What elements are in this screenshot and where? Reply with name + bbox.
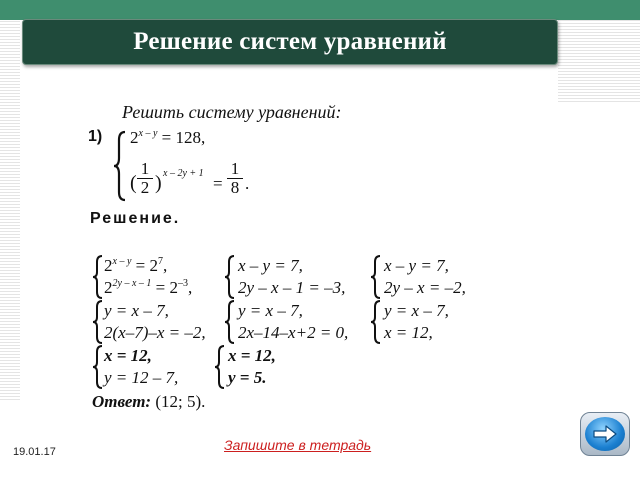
b1-c2-line1: x – y = 7, <box>238 256 303 275</box>
b1-c1-l2-base: 2 <box>104 278 113 297</box>
slide-date: 19.01.17 <box>13 446 56 458</box>
task-eq2-exp: x – 2y + 1 <box>163 168 204 179</box>
task-eq1-rhs: = 128, <box>161 128 206 147</box>
task-eq1-exp: x – y <box>138 128 158 139</box>
task-eq2-end: . <box>245 174 250 193</box>
block2-brace-1 <box>92 299 104 345</box>
block3-brace-1 <box>92 344 104 390</box>
task-eq2-lparen: ( <box>130 172 137 194</box>
task-number: 1) <box>88 128 103 145</box>
task-eq2-rhs-frac <box>227 160 243 197</box>
task-brace <box>113 130 127 202</box>
b3-c2-line2: y = 5. <box>228 368 267 387</box>
task-eq2-frac-den: 2 <box>140 178 150 197</box>
top-band <box>0 0 640 20</box>
slide-title: Решение систем уравнений <box>133 28 447 55</box>
right-decor-stripe <box>558 20 640 102</box>
b1-c1-l1-base: 2 <box>104 256 113 275</box>
title-bar <box>22 19 558 65</box>
task-eq2-rhs-num: 1 <box>227 160 243 179</box>
b1-c1-l2-end: , <box>187 278 193 297</box>
b3-c1-line2: y = 12 – 7, <box>104 368 179 387</box>
b1-c1-line1 <box>104 256 167 276</box>
b2-c3-line1: y = x – 7, <box>384 301 449 320</box>
task-heading: Решить систему уравнений: <box>122 102 342 122</box>
answer-label: Ответ: <box>92 392 152 411</box>
b1-c3-line2: 2y – x = –2, <box>384 278 466 297</box>
b2-c1-line1: y = x – 7, <box>104 301 169 320</box>
task-eq2-rparen: ) <box>155 172 162 194</box>
b1-c1-l2-mid: = 2 <box>155 278 178 297</box>
block2-brace-3 <box>370 299 382 345</box>
task-eq2-eq: = <box>213 174 223 193</box>
note-link[interactable]: Запишите в тетрадь <box>224 437 372 453</box>
left-decor-stripe <box>0 20 20 400</box>
task-eq2-rhs-den: 8 <box>230 178 240 197</box>
b1-c1-l1-exp2: 7 <box>157 256 163 267</box>
b3-c2-line1: x = 12, <box>228 346 276 365</box>
answer-line <box>92 392 205 412</box>
b2-c2-line1: y = x – 7, <box>238 301 303 320</box>
b1-c1-l2-exp: 2y – x – 1 <box>112 278 152 289</box>
task-eq2-frac <box>137 160 153 197</box>
block2-brace-2 <box>224 299 236 345</box>
block1-brace-3 <box>370 254 382 300</box>
task-eq2-frac-num: 1 <box>137 160 153 179</box>
b1-c1-l2-exp2: –3 <box>177 278 188 289</box>
b2-c3-line2: x = 12, <box>384 323 433 342</box>
b2-c2-line2: 2x–14–x+2 = 0, <box>238 323 349 342</box>
b1-c1-l1-exp: x – y <box>112 256 132 267</box>
b1-c1-l1-end: , <box>162 256 168 275</box>
b1-c1-l1-mid: = 2 <box>135 256 158 275</box>
arrow-right-icon <box>585 417 625 451</box>
b1-c1-line2 <box>104 278 192 298</box>
next-slide-button[interactable] <box>580 412 630 456</box>
b2-c1-line2: 2(x–7)–x = –2, <box>104 323 206 342</box>
b1-c2-line2: 2y – x – 1 = –3, <box>238 278 346 297</box>
solution-heading: Решение. <box>90 210 181 227</box>
math-content <box>88 98 518 418</box>
block1-brace-2 <box>224 254 236 300</box>
b1-c3-line1: x – y = 7, <box>384 256 449 275</box>
task-eq1-base: 2 <box>130 128 139 147</box>
task-eq1 <box>130 128 205 148</box>
answer-value: (12; 5). <box>155 392 206 411</box>
b3-c1-line1: x = 12, <box>104 346 152 365</box>
block1-brace-1 <box>92 254 104 300</box>
block3-brace-2 <box>214 344 226 390</box>
